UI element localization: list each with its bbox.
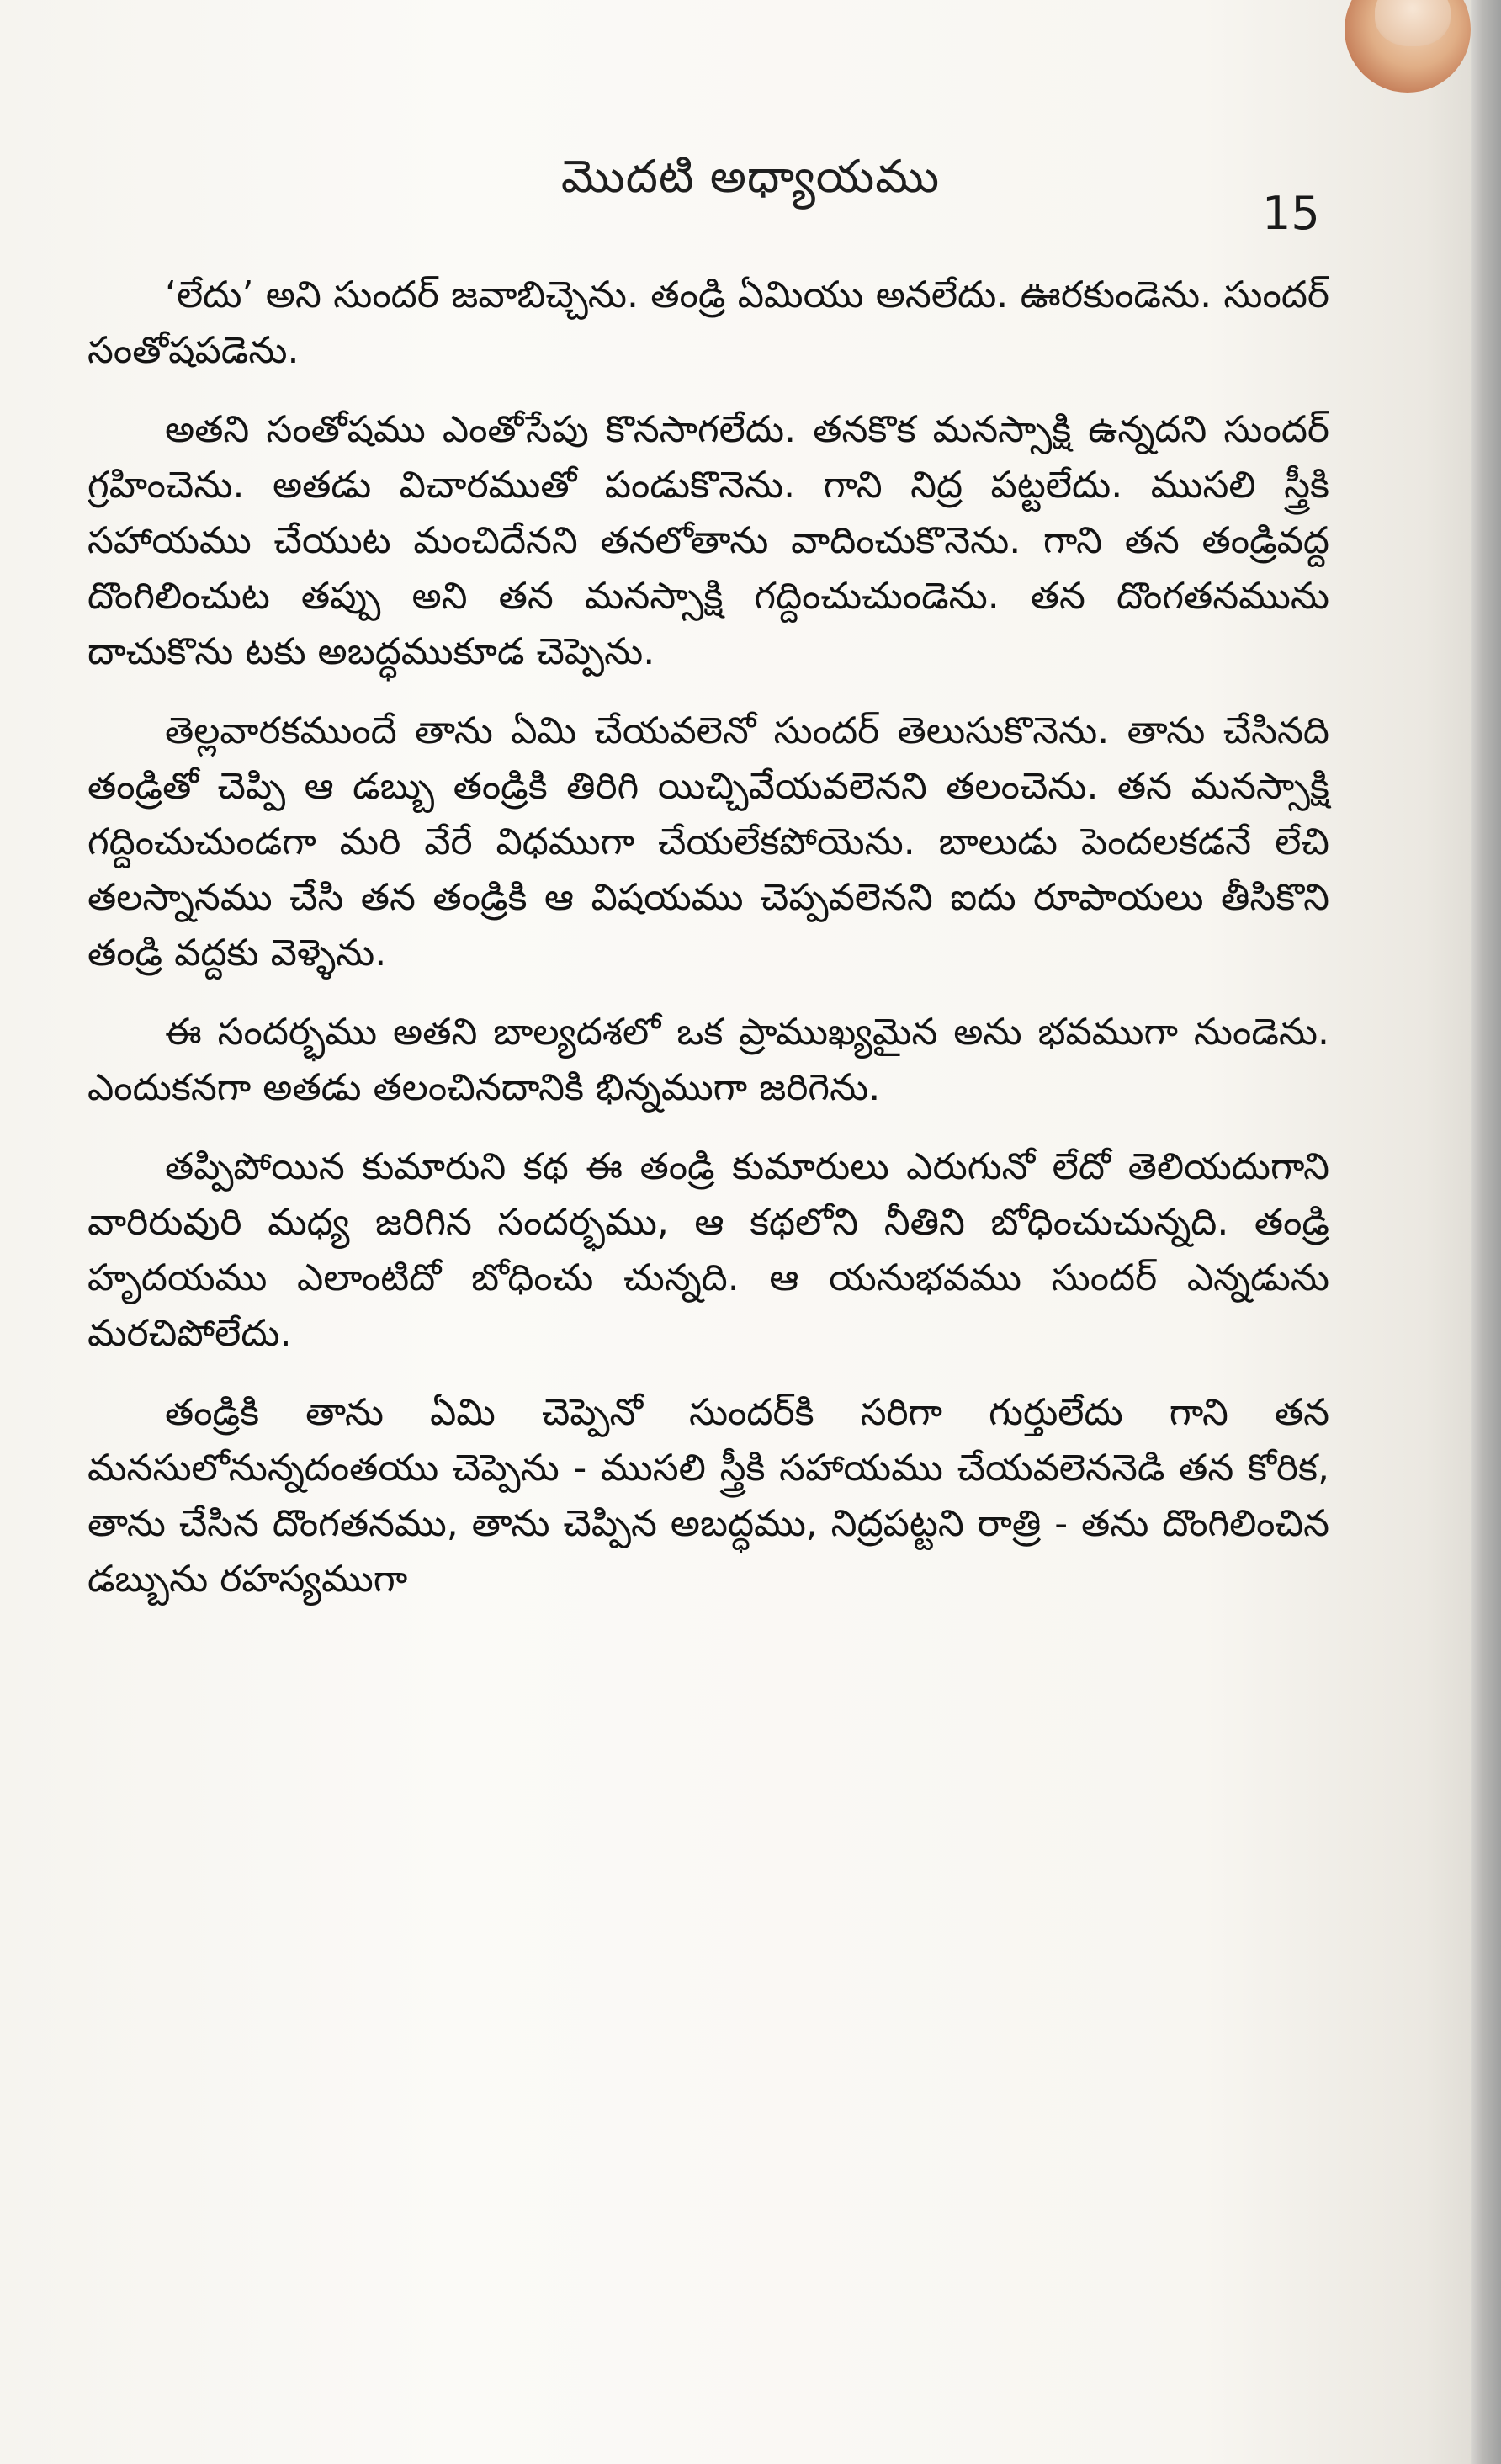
paragraph: తప్పిపోయిన కుమారుని కథ ఈ తండ్రి కుమారులు ఎరుగునో లేదో తెలియదుగాని వారిరువురి మధ్య జరిగిన సందర్భము, ఆ కథలోని నీతిని బోధించుచున్నది. తండ్రి హృదయము ఎలాంటిదో బోధించు చున్నది. ఆ యనుభవము సుందర్ ఎన్నడును మరచిపోలేదు. xyxy=(88,1145,1329,1355)
paragraph: ఈ సందర్భము అతని బాల్యదశలో ఒక ప్రాముఖ్యమైన అను భవముగా నుండెను. ఎందుకనగా అతడు తలంచినదానికి భిన్నముగా జరిగెను. xyxy=(88,1011,1329,1109)
page-edge xyxy=(1471,0,1501,2464)
page-number: 15 xyxy=(1262,187,1320,240)
paragraph: తండ్రికి తాను ఏమి చెప్పెనో సుందర్‌కి సరిగా గుర్తులేదు గాని తన మనసులోనున్నదంతయు చెప్పెను - ముసలి స్త్రీకి సహాయము చేయవలెననెడి తన కోరిక, తాను చేసిన దొంగతనము, తాను చెప్పిన అబద్ధము, నిద్రపట్టని రాత్రి - తను దొంగిలించిన డబ్బును రహస్యముగా xyxy=(88,1391,1329,1601)
chapter-running-head: మొదటి అధ్యాయము xyxy=(560,150,941,203)
paragraph: అతని సంతోషము ఎంతోసేపు కొనసాగలేదు. తనకొక మనస్సాక్షి ఉన్నదని సుందర్ గ్రహించెను. అతడు విచారముతో పండుకొనెను. గాని నిద్ర పట్టలేదు. ముసలి స్త్రీకి సహాయము చేయుట మంచిదేనని తనలోతాను వాదించుకొనెను. గాని తన తండ్రివద్ద దొంగిలించుట తప్పు అని తన మనస్సాక్షి గద్దించుచుండెను. తన దొంగతనమును దాచుకొను టకు అబద్ధముకూడ చెప్పెను. xyxy=(88,408,1329,673)
body-text xyxy=(88,268,1329,1631)
paragraph: తెల్లవారకముందే తాను ఏమి చేయవలెనో సుందర్ తెలుసుకొనెను. తాను చేసినది తండ్రితో చెప్పి ఆ డబ్బు తండ్రికి తిరిగి యిచ్చివేయవలెనని తలంచెను. తన మనస్సాక్షి గద్దించుచుండగా మరి వేరే విధముగా చేయలేకపోయెను. బాలుడు పెందలకడనే లేచి తలస్నానము చేసి తన తండ్రికి ఆ విషయము చెప్పవలెనని ఐదు రూపాయలు తీసికొని తండ్రి వద్దకు వెళ్ళెను. xyxy=(88,709,1329,974)
paragraph: ‘లేదు’ అని సుందర్ జవాబిచ్చెను. తండ్రి ఏమియు అనలేదు. ఊరకుండెను. సుందర్ సంతోషపడెను. xyxy=(88,273,1329,372)
